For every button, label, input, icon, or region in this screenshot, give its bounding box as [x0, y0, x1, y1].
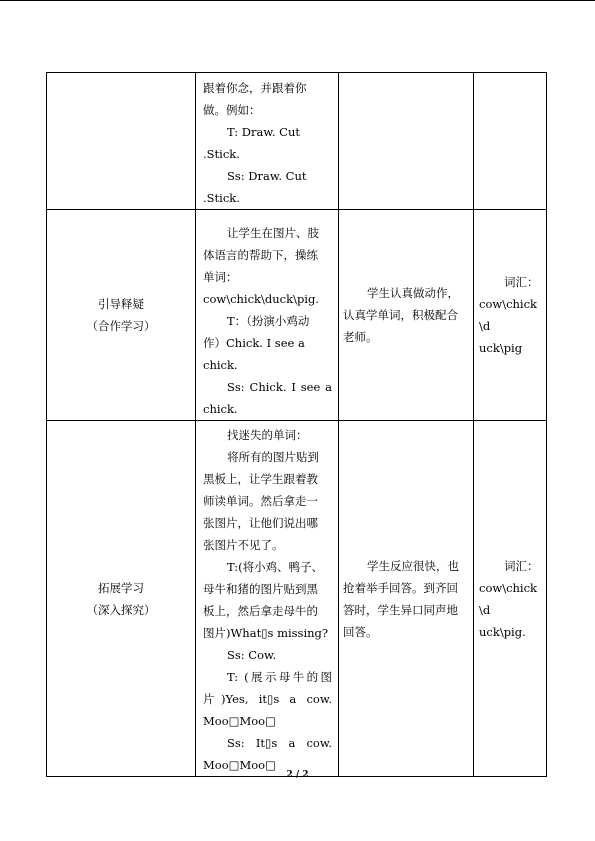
activity-line: 让学生在图片、肢 — [227, 226, 319, 240]
activity-line: 跟着你念，并跟着你 — [203, 81, 307, 95]
activity-line: Ss: Cow. — [227, 648, 277, 662]
activity-cell — [196, 210, 339, 421]
activity-line: 将所有的图片贴到 — [227, 450, 319, 464]
stage-subtitle: （深入探究） — [86, 602, 156, 617]
activity-line: Ss: Chick. I see a — [227, 380, 332, 394]
student-cell — [339, 210, 474, 421]
vocab-line: cow\chick\d — [479, 297, 538, 333]
header-rule — [0, 0, 595, 1]
activity-line: 体语言的帮助下，操练 — [203, 248, 318, 262]
student-line: 认真学单词，积极配合 — [343, 308, 458, 322]
student-line: 回答。 — [343, 624, 378, 639]
activity-line: 做。例如： — [203, 103, 261, 117]
activity-line: 片)Yes, it▯s a cow. — [203, 692, 332, 706]
activity-line: 张图片不见了。 — [203, 538, 284, 552]
page-number: 2 / 2 — [286, 770, 309, 780]
vocab-line: uck\pig. — [479, 624, 526, 639]
activity-line: T:(将小鸡、鸭子、 — [227, 560, 324, 574]
activity-line: 张图片，让他们说出哪 — [203, 516, 318, 530]
student-line: 老师。 — [343, 330, 378, 344]
vocab-cell — [474, 210, 547, 421]
vocab-cell — [474, 73, 547, 210]
lesson-plan-table — [46, 72, 547, 777]
activity-line: T: (展示母牛的图 — [227, 670, 332, 684]
student-cell — [339, 73, 474, 210]
vocab-cell — [474, 421, 547, 777]
stage-name: 拓展学习 — [98, 580, 144, 595]
table-row — [47, 210, 547, 421]
table-row — [47, 421, 547, 777]
activity-line: cow\chick\duck\pig. — [203, 292, 319, 306]
student-cell — [339, 421, 474, 777]
student-line: 学生反应很快，也 — [367, 558, 459, 573]
stage-cell — [47, 210, 196, 421]
activity-line: 板上，然后拿走母牛的 — [203, 604, 318, 618]
stage-subtitle: （合作学习） — [86, 319, 156, 333]
activity-line: 母牛和猪的图片贴到黑 — [203, 582, 318, 596]
activity-line: chick. — [203, 402, 238, 416]
activity-line: Ss: Draw. Cut .Stick. — [203, 169, 307, 205]
activity-cell — [196, 421, 339, 777]
student-line: 学生认真做动作， — [367, 286, 459, 300]
activity-line: Ss: It▯s a cow. — [227, 736, 332, 750]
vocab-line: cow\chick\d — [479, 580, 538, 617]
student-line: 抢着举手回答。到齐回 — [343, 580, 458, 595]
vocab-line: uck\pig — [479, 341, 523, 355]
stage-cell — [47, 421, 196, 777]
stage-cell — [47, 73, 196, 210]
activity-line: 图片)What▯s missing? — [203, 626, 329, 640]
activity-line: T：（扮演小鸡动 — [227, 314, 310, 328]
activity-cell — [196, 73, 339, 210]
activity-line: Moo□Moo□ — [203, 714, 276, 728]
stage-name: 引导释疑 — [98, 297, 144, 311]
activity-line: T: Draw. Cut .Stick. — [203, 125, 300, 161]
activity-line: 单词： — [203, 270, 238, 284]
vocab-label: 词汇： — [504, 275, 539, 289]
activity-line: 师读单词。然后拿走一 — [203, 494, 318, 508]
activity-line: 作）Chick. I see a chick. — [203, 336, 305, 372]
activity-line: 找迷失的单词： — [227, 428, 308, 442]
activity-line: 黑板上，让学生跟着教 — [203, 472, 318, 486]
table-row — [47, 73, 547, 210]
vocab-label: 词汇： — [504, 558, 539, 573]
student-line: 答时，学生异口同声地 — [343, 602, 458, 617]
activity-line: Moo□Moo□ — [203, 758, 276, 772]
